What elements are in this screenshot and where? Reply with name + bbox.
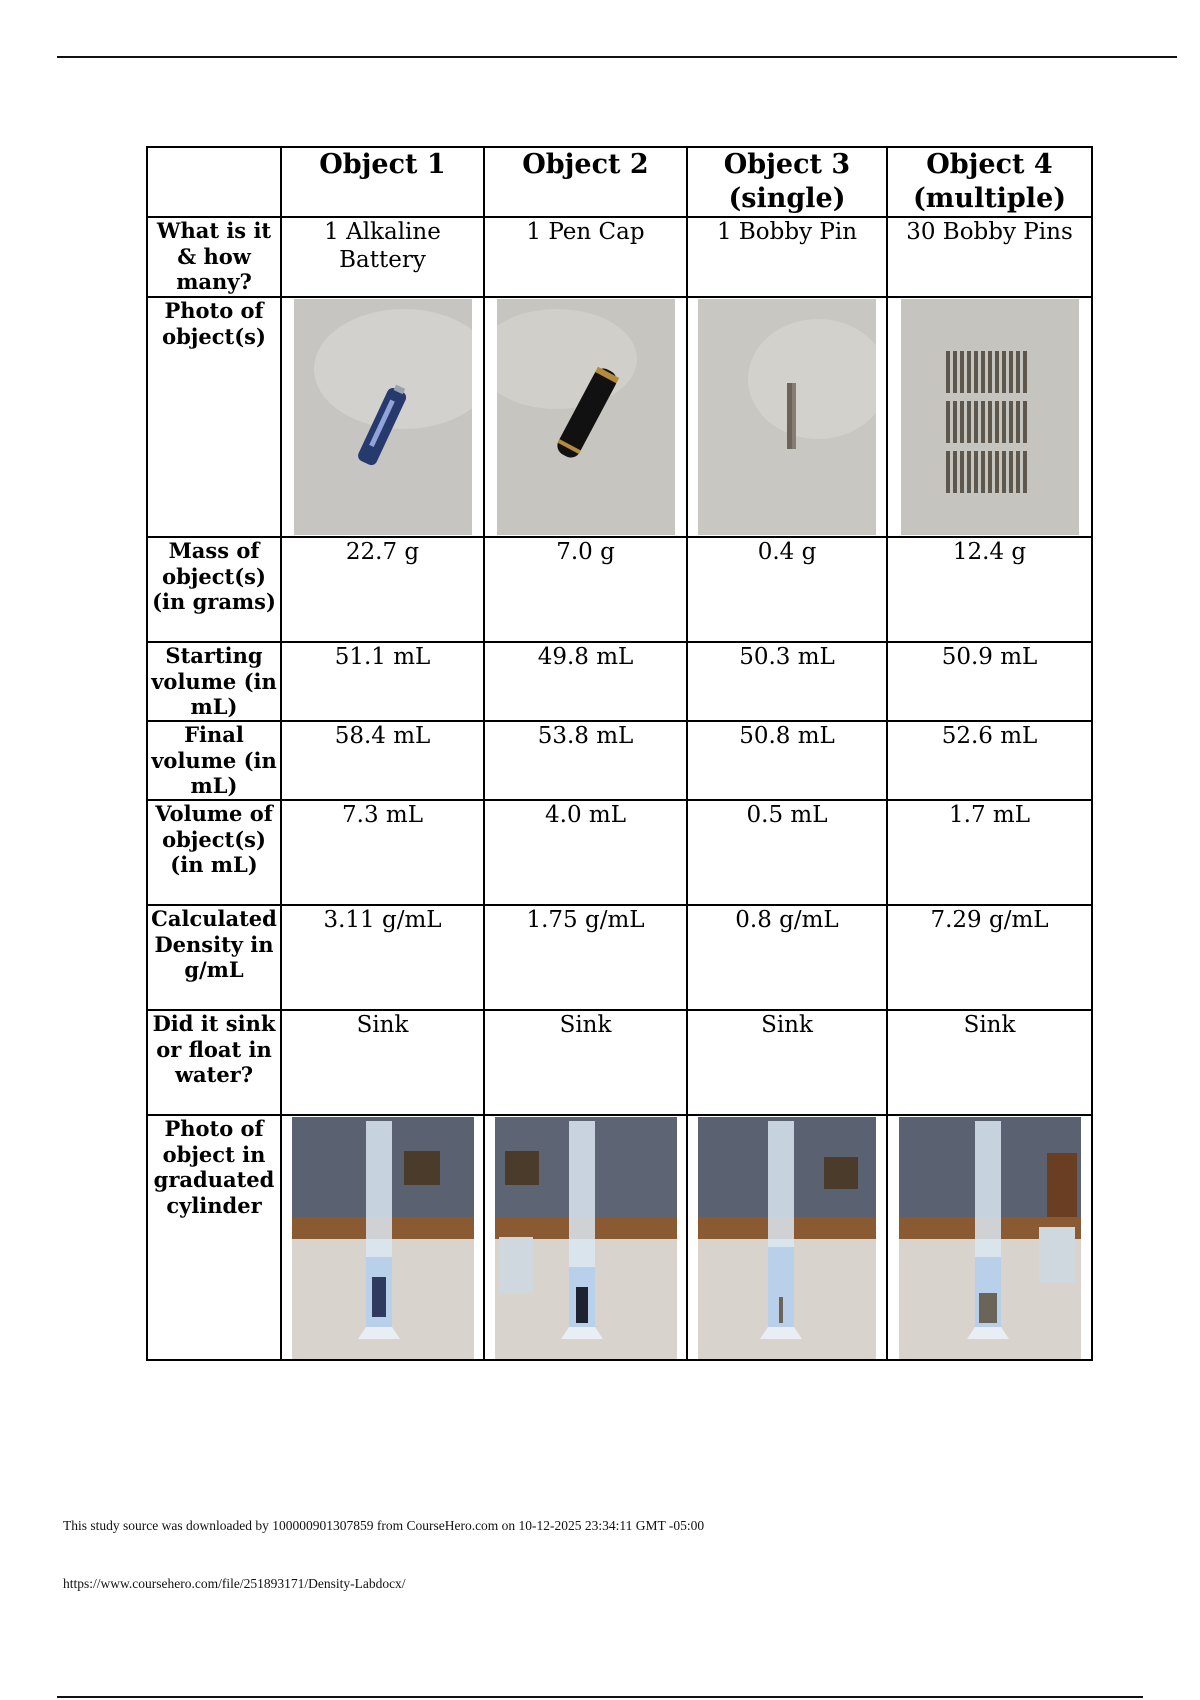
table-row	[147, 905, 1092, 1010]
table-row	[147, 537, 1092, 642]
cell-start-vol-object-3: 50.3 mL	[687, 642, 887, 721]
cell-final-vol-object-3: 50.8 mL	[687, 721, 887, 800]
alkaline-battery-photo	[294, 299, 472, 535]
header-object-2: Object 2	[484, 147, 687, 217]
cell-cylinder-photo-object-3	[687, 1115, 887, 1360]
cell-final-vol-object-4: 52.6 mL	[887, 721, 1092, 800]
header-object-4: Object 4 (multiple)	[887, 147, 1092, 217]
cell-photo-object-3	[687, 297, 887, 537]
cell-photo-object-2	[484, 297, 687, 537]
cell-photo-object-1	[281, 297, 484, 537]
cell-what-object-3: 1 Bobby Pin	[687, 217, 887, 297]
cell-start-vol-object-4: 50.9 mL	[887, 642, 1092, 721]
row-label-density: Calculated Density in g/mL	[147, 905, 281, 1010]
pen-cap-photo	[497, 299, 675, 535]
pen-cap-cylinder-photo	[495, 1117, 677, 1359]
bobby-pin-photo	[698, 299, 876, 535]
source-url: https://www.coursehero.com/file/251893171/Density-Labdocx/	[63, 1576, 406, 1591]
table-row	[147, 297, 1092, 537]
row-label-what-is-it: What is it & how many?	[147, 217, 281, 297]
cell-sink-object-3: Sink	[687, 1010, 887, 1115]
cell-obj-vol-object-1: 7.3 mL	[281, 800, 484, 905]
cell-mass-object-4: 12.4 g	[887, 537, 1092, 642]
cell-cylinder-photo-object-1	[281, 1115, 484, 1360]
cell-obj-vol-object-3: 0.5 mL	[687, 800, 887, 905]
cell-photo-object-4	[887, 297, 1092, 537]
bobby-pin-cylinder-photo	[698, 1117, 876, 1359]
bobby-pins-photo	[901, 299, 1079, 535]
cell-mass-object-2: 7.0 g	[484, 537, 687, 642]
cell-density-object-1: 3.11 g/mL	[281, 905, 484, 1010]
row-label-cylinder-photo: Photo of object in graduated cylinder	[147, 1115, 281, 1360]
cell-cylinder-photo-object-4	[887, 1115, 1092, 1360]
table-row	[147, 1115, 1092, 1360]
header-row	[147, 147, 1092, 217]
cell-start-vol-object-2: 49.8 mL	[484, 642, 687, 721]
cell-sink-object-1: Sink	[281, 1010, 484, 1115]
row-label-photo: Photo of object(s)	[147, 297, 281, 537]
cell-what-object-4: 30 Bobby Pins	[887, 217, 1092, 297]
cell-what-object-2: 1 Pen Cap	[484, 217, 687, 297]
cell-start-vol-object-1: 51.1 mL	[281, 642, 484, 721]
row-label-sink-or-float: Did it sink or float in water?	[147, 1010, 281, 1115]
cell-density-object-2: 1.75 g/mL	[484, 905, 687, 1010]
bobby-pins-cylinder-photo	[899, 1117, 1081, 1359]
header-object-1: Object 1	[281, 147, 484, 217]
table-row	[147, 800, 1092, 905]
cell-sink-object-4: Sink	[887, 1010, 1092, 1115]
top-rule	[57, 56, 1177, 58]
cell-mass-object-1: 22.7 g	[281, 537, 484, 642]
cell-obj-vol-object-4: 1.7 mL	[887, 800, 1092, 905]
table-row	[147, 1010, 1092, 1115]
cell-cylinder-photo-object-2	[484, 1115, 687, 1360]
row-label-starting-volume: Starting volume (in mL)	[147, 642, 281, 721]
row-label-volume-of-objects: Volume of object(s) (in mL)	[147, 800, 281, 905]
cell-mass-object-3: 0.4 g	[687, 537, 887, 642]
row-label-final-volume: Final volume (in mL)	[147, 721, 281, 800]
cell-density-object-3: 0.8 g/mL	[687, 905, 887, 1010]
bottom-rule	[57, 1696, 1143, 1698]
table-row	[147, 217, 1092, 297]
header-empty-cell	[147, 147, 281, 217]
row-label-mass: Mass of object(s) (in grams)	[147, 537, 281, 642]
cell-density-object-4: 7.29 g/mL	[887, 905, 1092, 1010]
cell-what-object-1: 1 Alkaline Battery	[281, 217, 484, 297]
header-object-3: Object 3 (single)	[687, 147, 887, 217]
battery-cylinder-photo	[292, 1117, 474, 1359]
download-notice: This study source was downloaded by 100000901307859 from CourseHero.com on 10-12-2025 23:34:11 GMT -05:00	[63, 1518, 705, 1533]
cell-final-vol-object-2: 53.8 mL	[484, 721, 687, 800]
density-lab-table	[146, 146, 1093, 1361]
cell-sink-object-2: Sink	[484, 1010, 687, 1115]
cell-final-vol-object-1: 58.4 mL	[281, 721, 484, 800]
table-row	[147, 721, 1092, 800]
table-row	[147, 642, 1092, 721]
cell-obj-vol-object-2: 4.0 mL	[484, 800, 687, 905]
